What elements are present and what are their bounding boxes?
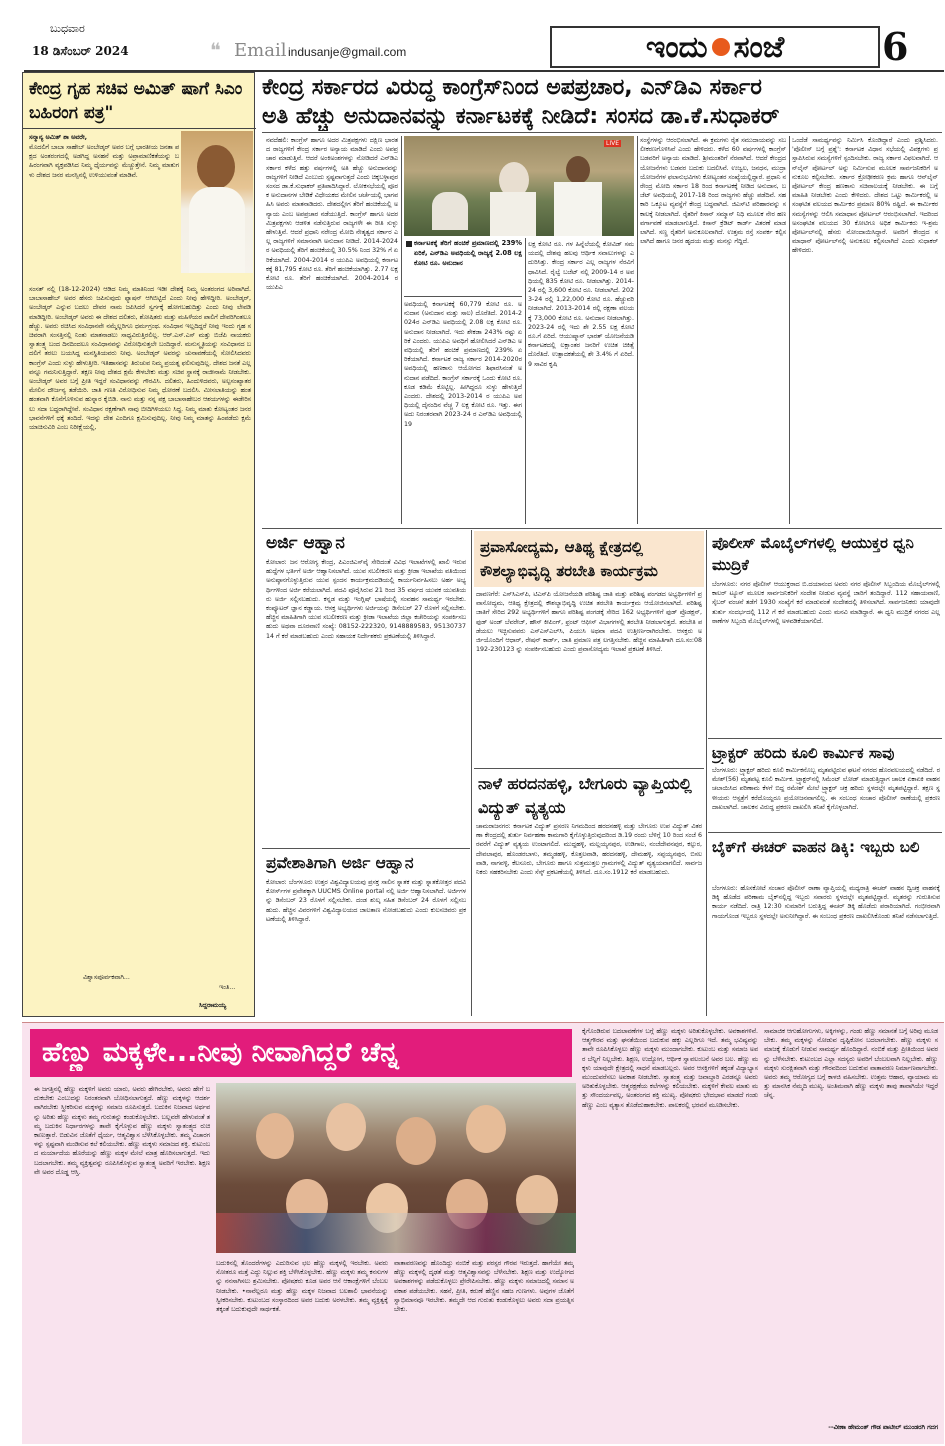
logo-text-left: ಇಂದು: [645, 29, 708, 65]
letter-greeting: ಸನ್ಮಾನ್ಯ ಅಮಿತ್ ಶಾ ಅವರೇ,: [29, 134, 88, 141]
bike-headline: ಬೈಕ್‌ಗೆ ಈಚರ್ ವಾಹನ ಡಿಕ್ಕಿ: ಇಬ್ಬರು ಬಲಿ: [712, 838, 920, 856]
photo-caption-box: [404, 238, 522, 296]
email-address[interactable]: indusanje@gmail.com: [288, 45, 407, 59]
letter-headline: ಕೇಂದ್ರ ಗೃಹ ಸಚಿವ ಅಮಿತ್ ಷಾಗೆ ಸಿಎಂ ಬಹಿರಂಗ ಪತ್ರ": [29, 79, 243, 123]
feature-col-3: ವಾತಾವರಣವನ್ನು ಹೊಂದಿದ್ದು ನಂಬಿಕೆ ಮತ್ತು ಪರಸ್ಪರ ಗೌರವ ಇರುತ್ತದೆ. ಹಾಗೆಯೇ ತಮ್ಮ ಹೆಣ್ಣು ಮಕ್ಕಳಲ್ಲಿ ದೃಢತೆ ಮತ್ತು ಆತ್ಮವಿಶ್ವಾಸವನ್ನು ಬೆಳೆಸಬೇಕು. ಶಿಕ್ಷಣ ಮತ್ತು ಉದ್ಯೋಗದ ಅವಕಾಶಗಳನ್ನು ಪಡೆದುಕೊಳ್ಳಲು ಪ್ರೇರೇಪಿಸಬೇಕು. ಹೆಣ್ಣು ಮಕ್ಕಳು ಸಮಾಜದಲ್ಲಿ ಸಮಾನ ಅವಕಾಶ ಪಡೆಯಬೇಕು. ಸಹನೆ, ಪ್ರೀತಿ, ಕರುಣೆ ಹೆಣ್ಣಿನ ಸಹಜ ಗುಣಗಳು. ಅವುಗಳ ಜೊತೆಗೆ ಸ್ವಾಭಿಮಾನವೂ ಇರಬೇಕು. ತಮ್ಮದೇ ಆದ ಗುರುತು ಕಂಡುಕೊಳ್ಳಲು ಅವರು ಸದಾ ಪ್ರಯತ್ನಿಸಬೇಕು.: [394, 1260, 574, 1314]
live-tag: LIVE: [606, 140, 620, 147]
tourism-headline: ಪ್ರವಾಸೋದ್ಯಮ, ಆತಿಥ್ಯ ಕ್ಷೇತ್ರದಲ್ಲಿ ಕೌಶಲ್ಯಾಭಿವೃದ್ಧಿ ತರಬೇತಿ ಕಾರ್ಯಕ್ರಮ: [480, 538, 658, 580]
col-rule: [706, 530, 707, 1016]
masthead-date: 18 ಡಿಸೆಂಬರ್ 2024: [32, 44, 129, 58]
page-number: 6: [882, 24, 909, 69]
parliament-photo: [404, 136, 634, 236]
feature-col-5: ಸಾಮಾಜಿಕ ಆಗುಹೋಗುಗಳು, ಅಕ್ಕಿಗಳನ್ನು, ಗಂಡು ಹೆಣ್ಣು ಸಮಾನತೆ ಬಗ್ಗೆ ಅರಿವು ಮೂಡಬೇಕು. ತಮ್ಮ ಮಕ್ಕಳನ್ನು ನೋಡುವ ದೃಷ್ಟಿಕೋನ ಬದಲಾಗಬೇಕು. ಹೆಣ್ಣು ಮಕ್ಕಳು ಸಮಾಜಕ್ಕೆ ಕೊಡುಗೆ ನೀಡುವ ಸಾಮರ್ಥ್ಯ ಹೊಂದಿದ್ದಾರೆ. ನಂಬಿಕೆ ಮತ್ತು ಪ್ರೀತಿಯಿಂದ ಅವರನ್ನು ಬೆಳೆಸಬೇಕು. ಕುಟುಂಬದ ಎಲ್ಲಾ ಸದಸ್ಯರು ಅವರಿಗೆ ಬೆಂಬಲವಾಗಿ ನಿಲ್ಲಬೇಕು. ಹೆಣ್ಣು ಮಕ್ಕಳು ಸುರಕ್ಷಿತವಾಗಿ ಮತ್ತು ಗೌರವದಿಂದ ಬದುಕುವ ವಾತಾವರಣ ನಿರ್ಮಾಣವಾಗಬೇಕು. ಅವರು ತಮ್ಮ ಆರೋಗ್ಯದ ಬಗ್ಗೆ ಕಾಳಜಿ ವಹಿಸಬೇಕು. ಉತ್ತಮ ಆಹಾರ, ವ್ಯಾಯಾಮ ಮತ್ತು ಮಾನಸಿಕ ನೆಮ್ಮದಿ ಮುಖ್ಯ. ಅಂತಿಮವಾಗಿ ಹೆಣ್ಣು ಮಕ್ಕಳು ತಾವು ತಾವಾಗಿಯೇ ಇದ್ದರೆ ಚೆನ್ನ.: [764, 1028, 938, 1100]
caption-rule: [404, 296, 522, 297]
letter-headline-rule: [23, 128, 256, 129]
photo-caption: ಕರ್ನಾಟಕಕ್ಕೆ ತೆರಿಗೆ ಹಂಚಿಕೆ ಪ್ರಮಾಣದಲ್ಲಿ 239% ಏರಿಕೆ, ಎನ್‌ಡಿಎ ಅವಧಿಯಲ್ಲಿ ರಾಜ್ಯಕ್ಕೆ 2.08 ಲಕ್ಷ ಕೋಟಿ ರೂ. ಅನುದಾನ: [414, 239, 522, 267]
lead-body-col-2: ಅವಧಿಯಲ್ಲಿ ಕರ್ನಾಟಕಕ್ಕೆ 60,779 ಕೋಟಿ ರೂ. ಅನುದಾನ (ಅನುದಾನ ಮತ್ತು ಸಾಲ) ದೊರೆತಿದೆ. 2014-2024ರ ಎನ್‌ಡಿಎ ಅವಧಿಯಲ್ಲಿ 2.08 ಲಕ್ಷ ಕೋಟಿ ರೂ. ಅನುದಾನ ನೀಡಲಾಗಿದೆ. ಇದು ಶೇಕಡಾ 243% ರಷ್ಟು ಏರಿಕೆ ಎಂದರು. ಯುಪಿಎ ಅವಧಿಗೆ ಹೋಲಿಸಿದರೆ ಎನ್‌ಡಿಎ ಅವಧಿಯಲ್ಲಿ ತೆರಿಗೆ ಹಂಚಿಕೆ ಪ್ರಮಾಣದಲ್ಲಿ 239% ಏರಿಕೆಯಾಗಿದೆ. ಕರ್ನಾಟಕ ರಾಜ್ಯ ಸರ್ಕಾರ 2014-2020ರ ಅವಧಿಯಲ್ಲಿ ಹಣಕಾಸು ಆಯೋಗದ ಶಿಫಾರಸಿನಂತೆ ಅನುದಾನ ಪಡೆದಿದೆ. ಕಾಂಗ್ರೆಸ್ ಸರ್ಕಾರಕ್ಕೆ ಒಂದು ಕೋಟಿ ರೂ. ಕೂಡ ಕಡಿಮೆ ಕೊಟ್ಟಿಲ್ಲ. ಹೀಗಿದ್ದರೂ ಸುಳ್ಳು ಹೇಳುತ್ತಿದೆ ಎಂದರು. ದೇಶದಲ್ಲಿ 2013-2014 ರ ಯುಪಿಎ ಅವಧಿಯಲ್ಲಿ ದೈನಂದಿನ ವೆಚ್ಚ 7 ಲಕ್ಷ ಕೋಟಿ ರೂ. ಇತ್ತು. ಈಗ ಅದು ನಿರಂತರವಾಗಿ 2023-24 ರ ಎನ್‌ಡಿಎ ಅವಧಿಯಲ್ಲಿ 19: [404, 301, 522, 428]
story-rule: [708, 832, 942, 833]
arji-body: ಕೋಲಾರ: ಜನ ಆರೋಗ್ಯ ಕೇಂದ್ರ, ಪಿಎಂಜಿಎಸ್‌ವೈ ಸೇರಿದಂತೆ ವಿವಿಧ ಇಲಾಖೆಗಳಲ್ಲಿ ಖಾಲಿ ಇರುವ ಹುದ್ದೆಗಳ ಭರ್ತಿಗೆ ಅರ್ಜಿ ಆಹ್ವಾನಿಸಲಾಗಿದೆ. ಯುವ ಸಬಲೀಕರಣ ಮತ್ತು ಕ್ರೀಡಾ ಇಲಾಖೆಯ ವತಿಯಿಂದ ಅನುಷ್ಠಾನಗೊಳ್ಳುತ್ತಿರುವ ಯುವ ಸ್ಪಂದನ ಕಾರ್ಯಕ್ರಮದಡಿಯಲ್ಲಿ ಕಾರ್ಯನಿರ್ವಹಿಸಲು ಅರ್ಹ ಅಭ್ಯರ್ಥಿಗಳಿಂದ ಅರ್ಜಿ ಕರೆಯಲಾಗಿದೆ. ಪದವಿ ಪೂರೈಸಿರುವ 21 ರಿಂದ 35 ವರ್ಷದ ಯುವಕ ಯುವತಿಯರು ಅರ್ಜಿ ಸಲ್ಲಿಸಬಹುದು. ಕನ್ನಡ ಮತ್ತು ಇಂಗ್ಲಿಷ್ ಭಾಷೆಯಲ್ಲಿ ಸಂವಹನ ಸಾಮರ್ಥ್ಯ ಇರಬೇಕು. ಕಂಪ್ಯೂಟರ್ ಜ್ಞಾನ ಕಡ್ಡಾಯ. ಆಸಕ್ತ ಅಭ್ಯರ್ಥಿಗಳು ಅರ್ಜಿಯನ್ನು ಡಿಸೆಂಬರ್ 27 ರೊಳಗೆ ಸಲ್ಲಿಸಬೇಕು. ಹೆಚ್ಚಿನ ಮಾಹಿತಿಗಾಗಿ ಯುವ ಸಬಲೀಕರಣ ಮತ್ತು ಕ್ರೀಡಾ ಇಲಾಖೆಯ ಜಿಲ್ಲಾ ಕಚೇರಿಯನ್ನು ಸಂಪರ್ಕಿಸಬಹುದು ಅಥವಾ ದೂರವಾಣಿ ಸಂಖ್ಯೆ: 08152-222320, 9148889583, 9513073714 ಗೆ ಕರೆ ಮಾಡಬಹುದು ಎಂದು ಸಹಾಯಕ ನಿರ್ದೇಶಕರು ಪ್ರಕಟಣೆಯಲ್ಲಿ ತಿಳಿಸಿದ್ದಾರೆ.: [266, 559, 466, 640]
feature-col-4: ಕೈಗೊಂಡಿರುವ ಬದಲಾವಣೆಗಳ ಬಗ್ಗೆ ಹೆಣ್ಣು ಮಕ್ಕಳು ಅರಿತುಕೊಳ್ಳಬೇಕು. ಅವಕಾಶಗಳಿವೆ. ಆತ್ಮಗೌರವ ಮತ್ತು ಘನತೆಯಿಂದ ಬದುಕುವ ಹಕ್ಕು ಎಲ್ಲರಿಗೂ ಇದೆ. ತಮ್ಮ ಭವಿಷ್ಯವನ್ನು ತಾವೇ ರೂಪಿಸಿಕೊಳ್ಳಲು ಹೆಣ್ಣು ಮಕ್ಕಳು ಮುಂದಾಗಬೇಕು. ಕುಟುಂಬ ಮತ್ತು ಸಮಾಜ ಅವರ ಬೆನ್ನಿಗೆ ನಿಲ್ಲಬೇಕು. ಶಿಕ್ಷಣ, ಉದ್ಯೋಗ, ಆರ್ಥಿಕ ಸ್ವಾವಲಂಬನೆ ಅವರ ಬಲ. ಹೆಣ್ಣು ಮಕ್ಕಳು ಯಾವುದೇ ಕ್ಷೇತ್ರದಲ್ಲಿ ಸಾಧನೆ ಮಾಡಬಲ್ಲರು. ಅವರ ಆಸಕ್ತಿಗಳಿಗೆ ತಕ್ಕಂತೆ ವಿದ್ಯಾಭ್ಯಾಸ ಮುಂದುವರೆಸಲು ಅವಕಾಶ ನೀಡಬೇಕು. ಸ್ವಾತಂತ್ರ್ಯ ಮತ್ತು ಜವಾಬ್ದಾರಿ ಎರಡನ್ನೂ ಅವರು ಅರಿತುಕೊಳ್ಳಬೇಕು. ಆತ್ಮರಕ್ಷಣೆಯ ಕಲೆಗಳನ್ನು ಕಲಿಯಬೇಕು. ಮಕ್ಕಳಿಗೆ ಕೇವಲ ಮಾತು ಮತ್ತು ಸೌಂದರ್ಯವಲ್ಲ, ಅಂತರಂಗದ ಶಕ್ತಿ ಮುಖ್ಯ. ಪೋಷಕರು ಭೇದಭಾವ ಮಾಡದೆ ಗಂಡು ಹೆಣ್ಣು ಎಂಬ ವ್ಯತ್ಯಾಸ ತೊಡೆದುಹಾಕಬೇಕು. ಪಾಲಕರಲ್ಲಿ ಭರವಸೆ ಮೂಡಿಸಬೇಕು.: [582, 1028, 758, 1109]
lead-headline-line1: ಕೇಂದ್ರ ಸರ್ಕಾರದ ವಿರುದ್ಧ ಕಾಂಗ್ರೆಸ್‌ನಿಂದ ಅಪಪ್ರಚಾರ, ಎನ್‌ಡಿಎ ಸರ್ಕಾರ: [262, 75, 762, 100]
bike-body: ಬೆಂಗಳೂರು: ಹೊಸಕೋಟೆ ಸಂಚಾರ ಪೊಲೀಸ್ ಠಾಣಾ ವ್ಯಾಪ್ತಿಯಲ್ಲಿ ಮಧ್ಯರಾತ್ರಿ ಈಚರ್ ವಾಹನ ದ್ವಿಚಕ್ರ ವಾಹನಕ್ಕೆ ಡಿಕ್ಕಿ ಹೊಡೆದ ಪರಿಣಾಮ ಬೈಕ್‌ನಲ್ಲಿದ್ದ ಇಬ್ಬರು ಸವಾರರು ಸ್ಥಳದಲ್ಲೇ ಮೃತಪಟ್ಟಿದ್ದಾರೆ. ಮೃತರನ್ನು ಗುರುತಿಸುವ ಕಾರ್ಯ ನಡೆದಿದೆ. ರಾತ್ರಿ 12:30 ಸುಮಾರಿಗೆ ಬರುತ್ತಿದ್ದ ಈಚರ್ ಡಿಕ್ಕಿ ಹೊಡೆದು ಪರಾರಿಯಾಗಿದೆ. ಗಂಭೀರವಾಗಿ ಗಾಯಗೊಂಡ ಇಬ್ಬರೂ ಸ್ಥಳದಲ್ಲೇ ಅಸುನೀಗಿದ್ದಾರೆ. ಈ ಸಂಬಂಧ ಪ್ರಕರಣ ದಾಖಲಿಸಿಕೊಂಡು ತನಿಖೆ ನಡೆಸಲಾಗುತ್ತಿದೆ.: [712, 885, 940, 920]
siddaramaiah-photo: [181, 131, 253, 273]
letter-para-2: ಸಂಸತ್ ನಲ್ಲಿ (18-12-2024) ಆಡಿದ ನಿಮ್ಮ ಮಾತಿನಿಂದ ಇಡೀ ದೇಶಕ್ಕೆ ನಿಮ್ಮ ಅಂತರಂಗದ ಅರಿವಾಗಿದೆ. ಬಾಬಾಸಾಹೇಬ್ ಅವರ ಹೆಸರು ಜಪಿಸುವುದು ಫ್ಯಾಷನ್ ಆಗಿಬಿಟ್ಟಿದೆ ಎಂದು ನೀವು ಹೇಳಿದ್ದೀರಿ. ಅಂಬೇಡ್ಕರ್, ಅಂಬೇಡ್ಕರ್ ಎನ್ನುವ ಬದಲು ದೇವರ ನಾಮ ಜಪಿಸಿದರೆ ಸ್ವರ್ಗಕ್ಕೆ ಹೋಗಬಹುದಿತ್ತು ಎಂದು ನೀವು ಲೇವಡಿ ಮಾಡಿದ್ದೀರಿ. ಅಂಬೇಡ್ಕರ್ ಅವರು ಈ ದೇಶದ ದಲಿತರು, ಶೋಷಿತರು ಮತ್ತು ಮಹಿಳೆಯರ ಪಾಲಿಗೆ ದೇವರಿಗಿಂತಲೂ ಹೆಚ್ಚು. ಅವರು ರಚಿಸಿದ ಸಂವಿಧಾನವೇ ನಮ್ಮೆಲ್ಲರಿಗೂ ಧರ್ಮಗ್ರಂಥ. ಸಂವಿಧಾನ ಇಲ್ಲದಿದ್ದರೆ ನೀವು ಇಂದು ಗೃಹ ಸಚಿವರಾಗಿ ಸಂಸತ್ತಿನಲ್ಲಿ ನಿಂತು ಮಾತನಾಡಲು ಸಾಧ್ಯವಿರುತ್ತಿರಲಿಲ್ಲ. ಆರ್.ಎಸ್.ಎಸ್ ಮತ್ತು ಬಿಜೆಪಿ ನಾಯಕರು ಸ್ವಾತಂತ್ರ್ಯ ಬಂದ ದಿನದಿಂದಲೂ ಸಂವಿಧಾನವನ್ನು ವಿರೋಧಿಸುತ್ತಲೇ ಬಂದಿದ್ದಾರೆ. ಮನುಸ್ಮೃತಿಯನ್ನು ಸಂವಿಧಾನದ ಬದಲಿಗೆ ತರಲು ಬಯಸಿದ್ದ ಮನಸ್ಥಿತಿಯವರು ನೀವು. ಅಂಬೇಡ್ಕರ್ ಅವರನ್ನು ಚುನಾವಣೆಯಲ್ಲಿ ಸೋಲಿಸಿದವರು ಕಾಂಗ್ರೆಸ್ ಎಂದು ಸುಳ್ಳು ಹೇಳುತ್ತೀರಿ. ಇತಿಹಾಸವನ್ನು ತಿರುಚುವ ನಿಮ್ಮ ಪ್ರಯತ್ನ ಫಲಿಸುವುದಿಲ್ಲ. ದೇಶದ ಜನತೆ ಎಲ್ಲವನ್ನೂ ಗಮನಿಸುತ್ತಿದ್ದಾರೆ. ತಕ್ಷಣ ನೀವು ದೇಶದ ಕ್ಷಮೆ ಕೇಳಬೇಕು ಮತ್ತು ಸಚಿವ ಸ್ಥಾನಕ್ಕೆ ರಾಜೀನಾಮೆ ನೀಡಬೇಕು. ಅಂಬೇಡ್ಕರ್ ಅವರ ಬಗ್ಗೆ ಪ್ರೀತಿ ಇದ್ದರೆ ಸಂವಿಧಾನವನ್ನು ಗೌರವಿಸಿ. ದಲಿತರು, ಹಿಂದುಳಿದವರು, ಅಲ್ಪಸಂಖ್ಯಾತರ ಮೇಲಿನ ದೌರ್ಜನ್ಯ ತಡೆಯಿರಿ. ಜಾತಿ ಗಣತಿ ವಿರೋಧಿಸುವ ನಿಮ್ಮ ಧೋರಣೆ ಬದಲಿಸಿ. ಮೀಸಲಾತಿಯನ್ನು ಹಂತಹಂತವಾಗಿ ಕೊನೆಗೊಳಿಸುವ ಹುನ್ನಾರ ಕೈಬಿಡಿ. ನಾನು ಮತ್ತು ನನ್ನ ಪಕ್ಷ ಬಾಬಾಸಾಹೇಬರ ಆಶಯಗಳನ್ನು ಈಡೇರಿಸಲು ಸದಾ ಬದ್ಧರಾಗಿದ್ದೇವೆ. ಸಂವಿಧಾನ ರಕ್ಷಣೆಗಾಗಿ ನಾವು ಬೀದಿಗಿಳಿಯಲು ಸಿದ್ಧ. ನಿಮ್ಮ ಮಾತು ಕೋಟ್ಯಂತರ ಜನರ ಭಾವನೆಗಳಿಗೆ ಧಕ್ಕೆ ತಂದಿದೆ. ಇದನ್ನು ದೇಶ ಎಂದಿಗೂ ಕ್ಷಮಿಸುವುದಿಲ್ಲ. ನೀವು ನಿಮ್ಮ ಮಾತನ್ನು ಹಿಂಪಡೆದು ಕ್ಷಮೆ ಯಾಚಿಸುವಿರಿ ಎಂಬ ನಿರೀಕ್ಷೆಯಲ್ಲಿ,: [29, 286, 251, 432]
masthead-logo: [550, 26, 880, 68]
tractor-headline: ಟ್ರ್ಯಾಕ್ಟರ್ ಹರಿದು ಕೂಲಿ ಕಾರ್ಮಿಕ ಸಾವು: [712, 744, 895, 762]
story-rule: [474, 768, 704, 769]
police-headline: ಪೊಲೀಸ್ ಮೊಬೈಲ್‌ಗಳಲ್ಲಿ ಆಯುಕ್ತರ ಧ್ವನಿ ಮುದ್ರಿಕೆ: [712, 534, 914, 574]
arji-headline: ಅರ್ಜಿ ಆಹ್ವಾನ: [266, 533, 345, 553]
lead-body-col-5: ಒಂದೆಡೆ ಸಾಮರ್ಥ್ಯವನ್ನು ನಿರ್ಮಿಸಿ ಕೊಂಡಿದ್ದಾರೆ ಎಂದು ಪ್ರಶ್ನಿಸಿದರು. 'ಪೊಲೀಸ್ ಬಗ್ಗೆ ಪ್ರಶ್ನೆ': ಕರ್ನಾಟಕ ವಿಧಾನ ಸಭೆಯಲ್ಲಿ ವಿಪಕ್ಷಗಳು ಪ್ರಸ್ತಾಪಿಸಿರುವ ಸಮಸ್ಯೆಗಳಿಗೆ ಸ್ಪಂದಿಸಬೇಕು. ರಾಜ್ಯ ಸರ್ಕಾರ ವಿಫಲವಾಗಿದೆ. ಆನ್‌ಲೈನ್ ಪೋರ್ಟಲ್ ಅನ್ನು ನಿರ್ಮಿಸುವ ಮೂಲಕ ಸಾರ್ವಜನಿಕರಿಗೆ ಅನುಕೂಲ ಕಲ್ಪಿಸಬೇಕು. ಸರ್ಕಾರ ಕ್ರೋಢೀಕರಣ ಕ್ರಮ ಹಾಗೂ ಆನ್‌ಲೈನ್ ಪೋರ್ಟಲ್ ಕೇಂದ್ರ ಹಣಕಾಸು ಸಚಿವಾಲಯಕ್ಕೆ ನೀಡಬೇಕು. ಈ ಬಗ್ಗೆ ಮಾಹಿತಿ ನೀಡಬೇಕು ಎಂದು ಕೇಳಿದರು. ದೇಶದ ಒಟ್ಟು ಕಾರ್ಮಿಕರಲ್ಲಿ ಅಸಂಘಟಿತ ವಲಯದ ಕಾರ್ಮಿಕರ ಪ್ರಮಾಣ 80% ರಷ್ಟಿದೆ. ಈ ಕಾರ್ಮಿಕರ ಸಮಸ್ಯೆಗಳನ್ನು ಆಲಿಸಿ ಸಮಾಧಾನ ಪೋರ್ಟಲ್ ಆರಂಭಿಸಲಾಗಿದೆ. ಇದರಿಂದ ಅಸಂಘಟಿತ ವಲಯದ 30 ಕೋಟಿಗೂ ಅಧಿಕ ಕಾರ್ಮಿಕರು ಇ-ಶ್ರಮ ಪೋರ್ಟಲ್‌ನಲ್ಲಿ ಹೆಸರು ನೋಂದಾಯಿಸಿದ್ದಾರೆ. ಅವರಿಗೆ ಕೇಂದ್ರದ ಸಮಾಧಾನ್ ಪೋರ್ಟಲ್‌ನಲ್ಲಿ ಅನುಕೂಲ ಕಲ್ಪಿಸಲಾಗಿದೆ ಎಂದು ಸುಧಾಕರ್ ಹೇಳಿದರು.: [792, 137, 938, 255]
col-rule: [401, 136, 402, 524]
tractor-body: ಬೆಂಗಳೂರು: ಟ್ರ್ಯಾಕ್ಟರ್ ಹರಿದು ಕೂಲಿ ಕಾರ್ಮಿಕನೊಬ್ಬ ಮೃತಪಟ್ಟಿರುವ ಘಟನೆ ನಗರದ ಹೊರವಲಯದಲ್ಲಿ ನಡೆದಿದೆ. ರಮೇಶ್(56) ಮೃತಪಟ್ಟ ಕೂಲಿ ಕಾರ್ಮಿಕ. ಟ್ರ್ಯಾಕ್ಟರ್‌ನಲ್ಲಿ ಸಿಮೆಂಟ್ ಲೋಡ್ ಮಾಡುತ್ತಿದ್ದಾಗ ಚಾಲಕ ಏಕಾಏಕಿ ವಾಹನ ಚಲಾಯಿಸಿದ ಪರಿಣಾಮ ಕೆಳಗೆ ಬಿದ್ದ ರಮೇಶ್ ಮೇಲೆ ಟ್ರ್ಯಾಕ್ಟರ್ ಚಕ್ರ ಹರಿದು ಸ್ಥಳದಲ್ಲೇ ಮೃತಪಟ್ಟಿದ್ದಾರೆ. ತಕ್ಷಣ ಸ್ಥಳೀಯರು ಆಸ್ಪತ್ರೆಗೆ ಕರೆದೊಯ್ದರೂ ಪ್ರಯೋಜನವಾಗಲಿಲ್ಲ. ಈ ಸಂಬಂಧ ಸಂಚಾರ ಪೊಲೀಸ್ ಠಾಣೆಯಲ್ಲಿ ಪ್ರಕರಣ ದಾಖಲಾಗಿದೆ. ಚಾಲಕನ ವಿರುದ್ಧ ಪ್ರಕರಣ ದಾಖಲಿಸಿ ತನಿಖೆ ಕೈಗೊಳ್ಳಲಾಗಿದೆ.: [712, 767, 940, 811]
power-body: ಚಾಮರಾಜನಗರ: ಕರ್ನಾಟಕ ವಿದ್ಯುತ್ ಪ್ರಸರಣ ನಿಗಮದಿಂದ ಹರದನಹಳ್ಳಿ ಮತ್ತು ಬೇಗೂರು ಉಪ ವಿದ್ಯುತ್ ವಿತರಣಾ ಕೇಂದ್ರದಲ್ಲಿ ತುರ್ತು ನಿರ್ವಹಣಾ ಕಾಮಗಾರಿ ಕೈಗೊಳ್ಳುತ್ತಿರುವುದರಿಂದ ಡಿ.19 ರಂದು ಬೆಳಿಗ್ಗೆ 10 ರಿಂದ ಸಂಜೆ 6 ರವರೆಗೆ ವಿದ್ಯುತ್ ವ್ಯತ್ಯಯ ಉಂಟಾಗಲಿದೆ. ಮುದ್ದಹಳ್ಳಿ, ಮಲ್ಲಯ್ಯನಪುರ, ಉಡಿಗಾಲ, ನಂಜೆದೇವನಪುರ, ಕಲ್ಪುರ, ದೇವಲಾಪುರ, ಹೊಂಡರಬಾಳು, ತಮ್ಮಡಹಳ್ಳಿ, ಕೊತ್ತಲವಾಡಿ, ಹರದನಹಳ್ಳಿ, ದೇಮಹಳ್ಳಿ, ಸಪ್ಪಯ್ಯನಪುರ, ಬಿಸಲವಾಡಿ, ನಾಗವಳ್ಳಿ, ಕೆಲಸೂರು, ಬೇಗೂರು ಹಾಗೂ ಸುತ್ತಮುತ್ತಲ ಗ್ರಾಮಗಳಲ್ಲಿ ವಿದ್ಯುತ್ ವ್ಯತ್ಯಯವಾಗಲಿದೆ. ಸಾರ್ವಜನಿಕರು ಸಹಕರಿಸಬೇಕು ಎಂದು ಸೆಸ್ಕ್ ಪ್ರಕಟಣೆಯಲ್ಲಿ ತಿಳಿಸಿದೆ. ದೂ.ಸಂ.1912 ಕರೆ ಮಾಡಬಹುದು.: [476, 823, 702, 877]
lead-body-col-1: ನವದೆಹಲಿ: ಕಾಂಗ್ರೆಸ್ ಹಾಗೂ ಅದರ ಮಿತ್ರಪಕ್ಷಗಳು ದಕ್ಷಿಣ ಭಾರತದ ರಾಜ್ಯಗಳಿಗೆ ಕೇಂದ್ರ ಸರ್ಕಾರ ಅನ್ಯಾಯ ಮಾಡಿದೆ ಎಂದು ಅಪಪ್ರಚಾರ ಮಾಡುತ್ತಿವೆ. ಆದರೆ ಅಂಕಿಅಂಶಗಳನ್ನು ನೋಡಿದರೆ ಎನ್‌ಡಿಎ ಸರ್ಕಾರ ಕಳೆದ ಹತ್ತು ವರ್ಷಗಳಲ್ಲಿ ಅತಿ ಹೆಚ್ಚು ಅನುದಾನವನ್ನು ರಾಜ್ಯಗಳಿಗೆ ನೀಡಿದೆ ಎಂಬುದು ಸ್ಪಷ್ಟವಾಗುತ್ತದೆ ಎಂದು ಚಿಕ್ಕಬಳ್ಳಾಪುರ ಸಂಸದ ಡಾ.ಕೆ.ಸುಧಾಕರ್ ಪ್ರತಿಪಾದಿಸಿದ್ದಾರೆ. ಲೋಕಸಭೆಯಲ್ಲಿ ಪೂರಕ ಅನುದಾನಗಳ ಬೇಡಿಕೆ ವಿಧೇಯಕದ ಮೇಲಿನ ಚರ್ಚೆಯಲ್ಲಿ ಭಾಗವಹಿಸಿ ಅವರು ಮಾತನಾಡಿದರು. ದೇಶದಲ್ಲೀಗ ತೆರಿಗೆ ಹಂಚಿಕೆಯಲ್ಲಿ ಅನ್ಯಾಯ ಎಂಬ ಅಪಪ್ರಚಾರ ನಡೆಯುತ್ತಿದೆ. ಕಾಂಗ್ರೆಸ್ ಹಾಗೂ ಅದರ ಮಿತ್ರಪಕ್ಷಗಳು ಆಡಳಿತ ನಡೆಸುತ್ತಿರುವ ರಾಜ್ಯಗಳೇ ಈ ರೀತಿ ಸುಳ್ಳು ಹೇಳುತ್ತಿವೆ. ಆದರೆ ಪ್ರಧಾನಿ ನರೇಂದ್ರ ಮೋದಿ ನೇತೃತ್ವದ ಸರ್ಕಾರ ಎಲ್ಲ ರಾಜ್ಯಗಳಿಗೆ ಸಮಾನವಾಗಿ ಅನುದಾನ ನೀಡಿದೆ. 2014-2024ರ ಅವಧಿಯಲ್ಲಿ ತೆರಿಗೆ ಹಂಚಿಕೆಯಲ್ಲಿ 30.5% ನಿಂದ 32% ಗೆ ಏರಿಕೆಯಾಗಿದೆ. 2004-2014 ರ ಯುಪಿಎ ಅವಧಿಯಲ್ಲಿ ಕರ್ನಾಟಕಕ್ಕೆ 81,795 ಕೋಟಿ ರೂ. ತೆರಿಗೆ ಹಂಚಿಕೆಯಾಗಿತ್ತು. 2.77 ಲಕ್ಷ ಕೋಟಿ ರೂ. ತೆರಿಗೆ ಹಂಚಿಕೆಯಾಗಿದೆ. 2004-2014 ರ ಯುಪಿಎ: [266, 137, 398, 292]
letter-closing: ವಿಶ್ವಾಸಪೂರ್ವಕವಾಗಿ...: [83, 974, 130, 981]
story-rule: [708, 738, 942, 739]
letter-signature: ಸಿದ್ದರಾಮಯ್ಯ: [199, 1002, 227, 1009]
letter-sign-from: ಇಂತಿ...: [219, 984, 236, 991]
lead-headline-line2: ಅತಿ ಹೆಚ್ಚು ಅನುದಾನವನ್ನು ಕರ್ನಾಟಕಕ್ಕೆ ನೀಡಿದೆ: ಸಂಸದ ಡಾ.ಕೆ.ಸುಧಾಕರ್: [262, 104, 780, 129]
lead-headline-rule: [262, 132, 942, 133]
col-rule: [637, 136, 638, 524]
feature-col-1: ಈ ಜಗತ್ತಿನಲ್ಲಿ ಹೆಣ್ಣು ಮಕ್ಕಳಿಗೆ ಅವರು ಯಾರು, ಅವರು ಹೇಗಿರಬೇಕು, ಅವರು ಹೇಗೆ ಬದುಕಬೇಕು ಎಂಬುದನ್ನು ನಿರಂತರವಾಗಿ ಬೋಧಿಸಲಾಗುತ್ತದೆ. ಹೆಣ್ಣು ಮಕ್ಕಳನ್ನು ಆದರ್ಶವಾಗಿರಬೇಕು ಸ್ತ್ರೀಕರಿಸುವ ಮಕ್ಕಳನ್ನು ಸಮಾಜ ರೂಪಿಸುತ್ತದೆ. ಬದುಕಿನ ನಿಜವಾದ ಅರ್ಥವನ್ನು ಅರಿತು ಹೆಣ್ಣು ಮಕ್ಕಳು ತಮ್ಮ ಗುರುತನ್ನು ಕಂಡುಕೊಳ್ಳಬೇಕು. ಬಲ್ಲವರೇ ಹೇಳುವಂತೆ ತಮ್ಮ ಬದುಕಿನ ನಿರ್ಧಾರಗಳನ್ನು ತಾವೇ ಕೈಗೊಳ್ಳುವ ಹೆಣ್ಣು ಮಕ್ಕಳು ಸ್ವಾತಂತ್ರ್ಯದ ರುಚಿ ಕಾಣುತ್ತಾರೆ. ಬಿಡುವಿನ ಜೊತೆಗೆ ಧೈರ್ಯ, ಆತ್ಮವಿಶ್ವಾಸ ಬೆಳೆಸಿಕೊಳ್ಳಬೇಕು. ತಮ್ಮ ವಿಚಾರಗಳನ್ನು ಸ್ಪಷ್ಟವಾಗಿ ಮಂಡಿಸುವ ಕಲೆ ಕಲಿಯಬೇಕು. ಹೆಣ್ಣು ಮಕ್ಕಳು ಸಮಾಜದ ಶಕ್ತಿ. ಕುಟುಂಬದ ಮರ್ಯಾದೆಯ ಹೊರೆಯನ್ನು ಹೆಣ್ಣು ಮಕ್ಕಳ ಮೇಲೆ ಮಾತ್ರ ಹೊರಿಸಲಾಗುತ್ತದೆ. ಇದು ಬದಲಾಗಬೇಕು. ತಮ್ಮ ವ್ಯಕ್ತಿತ್ವವನ್ನು ರೂಪಿಸಿಕೊಳ್ಳುವ ಸ್ವಾತಂತ್ರ್ಯ ಅವರಿಗೆ ಇರಬೇಕು. ಶಿಕ್ಷಣವೇ ಅವರ ದೊಡ್ಡ ಆಸ್ತಿ.: [34, 1086, 210, 1176]
quote-icon: ❝: [210, 38, 221, 62]
masthead: [0, 0, 945, 70]
power-headline: ನಾಳೆ ಹರದನಹಳ್ಳಿ, ಬೇಗೂರು ವ್ಯಾಪ್ತಿಯಲ್ಲಿ ವಿದ್ಯುತ್ ವ್ಯತ್ಯಯ: [478, 774, 692, 817]
col-rule: [789, 136, 790, 524]
col-rule: [525, 238, 526, 524]
feature-box: [22, 1022, 944, 1444]
girls-group-photo: [216, 1083, 576, 1253]
feature-headline-band: [30, 1029, 572, 1077]
col-rule: [471, 530, 472, 1016]
masthead-day: ಬುಧವಾರ: [50, 22, 85, 35]
feature-col-2: ಬದುಕಿನಲ್ಲಿ ತೊಂದರೆಗಳನ್ನು ಎದುರಿಸುವ ಛಲ ಹೆಣ್ಣು ಮಕ್ಕಳಲ್ಲಿ ಇರಬೇಕು. ಅವರು ಸೋತರೂ ಮತ್ತೆ ಎದ್ದು ನಿಲ್ಲುವ ಶಕ್ತಿ ಬೆಳೆಸಿಕೊಳ್ಳಬೇಕು. ಹೆಣ್ಣು ಮಕ್ಕಳು ತಮ್ಮ ಕನಸುಗಳನ್ನು ನನಸಾಗಿಸಲು ಶ್ರಮಿಸಬೇಕು. ಪೋಷಕರು ಕೂಡ ಅವರ ಆಸೆ ಆಕಾಂಕ್ಷೆಗಳಿಗೆ ಬೆಂಬಲ ನೀಡಬೇಕು. •ನಾವೆಲ್ಲರೂ ಮತ್ತು ಹೆಣ್ಣು ಮಕ್ಕಳ ನಿಜವಾದ ಬಲಶಾಲಿ ಭಾವನೆಯನ್ನು ಸ್ವೀಕರಿಸಬೇಕು. ಕುಟುಂಬದ ಸಂಸ್ಕಾರದಿಂದ ಅವರ ಬದುಕು ಅರಳಬೇಕು. ತಮ್ಮ ವ್ಯಕ್ತಿತ್ವಕ್ಕೆ ತಕ್ಕಂತೆ ಬದುಕುವುದೇ ಸಾರ್ಥಕತೆ.: [216, 1260, 388, 1314]
logo-text-right: ಸಂಜೆ: [733, 29, 785, 65]
pravesha-headline: ಪ್ರವೇಶಾತಿಗಾಗಿ ಅರ್ಜಿ ಆಹ್ವಾನ: [266, 854, 414, 872]
lead-body-col-4: ಸಂಸ್ಥೆಗಳನ್ನು ಆರಂಭಿಸಲಾಗಿದೆ. ಈ ಕ್ರಮಗಳು ರೈತ ಸಮುದಾಯವನ್ನು ಸಬಲೀಕರಣಗೊಳಿಸಿವೆ ಎಂದು ಹೇಳಿದರು. ಕಳೆದ 60 ವರ್ಷಗಳಲ್ಲಿ ಕಾಂಗ್ರೆಸ್ ಬಡವರಿಗೆ ಅನ್ಯಾಯ ಮಾಡಿದೆ. ಶ್ರೀಮಂತರಿಗೆ ನೆರವಾಗಿದೆ. ಆದರೆ ಕೇಂದ್ರದ ಯೋಜನೆಗಳು ಬಡವರ ಬದುಕು ಬದಲಿಸಿವೆ. ಉಜ್ವಲ, ಜನಧನ, ಮುದ್ರಾ ಯೋಜನೆಗಳ ಫಲಾನುಭವಿಗಳು ಕೋಟ್ಯಂತರ ಸಂಖ್ಯೆಯಲ್ಲಿದ್ದಾರೆ. ಪ್ರಧಾನಿ ನರೇಂದ್ರ ಮೋದಿ ಸರ್ಕಾರ 18 ರಿಂದ ಕರ್ನಾಟಕಕ್ಕೆ ನೀಡಿದ ಅನುದಾನ, ಬಜೆಟ್ ಅವಧಿಯಲ್ಲಿ 2017-18 ರಿಂದ ರಾಜ್ಯಗಳು ಹೆಚ್ಚು ಪಡೆದಿವೆ. ಸಹಕಾರಿ ಒಕ್ಕೂಟ ವ್ಯವಸ್ಥೆಗೆ ಕೇಂದ್ರ ಬದ್ಧವಾಗಿದೆ. ಜಿಎಸ್‌ಟಿ ಪರಿಹಾರವನ್ನು ಸಕಾಲಕ್ಕೆ ನೀಡಲಾಗಿದೆ. ರೈತರಿಗೆ ಕಿಸಾನ್ ಸಮ್ಮಾನ್ ನಿಧಿ ಮೂಲಕ ನೇರ ಹಣ ವರ್ಗಾವಣೆ ಮಾಡಲಾಗುತ್ತಿದೆ. ಕಿಸಾನ್ ಕ್ರೆಡಿಟ್ ಕಾರ್ಡ್ ವಿತರಣೆ ಮಾಡಲಾಗಿದೆ. ಸಣ್ಣ ರೈತರಿಗೆ ಅನುಕೂಲವಾಗಿದೆ. ಉತ್ತಮ ರಸ್ತೆ ಸಂಪರ್ಕ ಕಲ್ಪಿಸಲಾಗಿದೆ ಹಾಗೂ ಜನರ ಹೃದಯ ಮತ್ತು ಮನಸ್ಸು ಗೆದ್ದಿದೆ.: [640, 137, 786, 246]
police-body: ಬೆಂಗಳೂರು: ನಗರ ಪೊಲೀಸ್ ಆಯುಕ್ತರಾದ ಬಿ.ದಯಾನಂದ ಅವರು ನಗರ ಪೊಲೀಸ್ ಸಿಬ್ಬಂದಿಯ ಮೊಬೈಲ್‌ಗಳಲ್ಲಿ ಕಾಲರ್ ಟ್ಯೂನ್ ಮೂಲಕ ಸಾರ್ವಜನಿಕರಿಗೆ ಸಂದೇಶ ನೀಡುವ ವ್ಯವಸ್ಥೆ ಜಾರಿಗೆ ತಂದಿದ್ದಾರೆ. 112 ಸಹಾಯವಾಣಿ, ಸೈಬರ್ ವಂಚನೆ ತಡೆಗೆ 1930 ಸಂಖ್ಯೆಗೆ ಕರೆ ಮಾಡುವಂತೆ ಸಂದೇಶದಲ್ಲಿ ತಿಳಿಸಲಾಗಿದೆ. ಸಾರ್ವಜನಿಕರು ಯಾವುದೇ ತುರ್ತು ಸಂದರ್ಭದಲ್ಲಿ 112 ಗೆ ಕರೆ ಮಾಡಬಹುದು ಎಂದು ಮನವಿ ಮಾಡಿದ್ದಾರೆ. ಈ ಧ್ವನಿ ಮುದ್ರಿಕೆ ನಗರದ ಎಲ್ಲ ಠಾಣೆಗಳ ಸಿಬ್ಬಂದಿ ಮೊಬೈಲ್‌ಗಳಲ್ಲಿ ಅಳವಡಿಕೆಯಾಗಲಿದೆ.: [712, 581, 940, 625]
email-label: Email: [234, 40, 287, 61]
sun-icon: [712, 38, 730, 56]
section-rule: [262, 528, 942, 529]
tourism-headline-box: [474, 531, 704, 587]
feature-headline: ಹೆಣ್ಣು ಮಕ್ಕಳೇ...ನೀವು ನೀವಾಗಿದ್ದರೆ ಚೆನ್ನ: [42, 1037, 399, 1068]
letter-para-1: ಮೊದಲಿಗೆ ಬಾಬಾ ಸಾಹೇಬ್ ಅಂಬೇಡ್ಕರ್ ಅವರ ಬಗ್ಗೆ ಭಾರತೀಯ ಜನತಾ ಪಕ್ಷದ ಅಂತರಂಗದಲ್ಲಿ ಅಡಗಿದ್ದ ಅಸಹನೆ ಮತ್ತು ಅಪ್ರಾಮಾಣಿಕತೆಯನ್ನು ಬಹಿರಂಗವಾಗಿ ವ್ಯಕ್ತಪಡಿಸಿದ ನಿಮ್ಮ ಧೈರ್ಯವನ್ನು ಮೆಚ್ಚುತ್ತೇನೆ. ನಿಮ್ಮ ಮಾತುಗಳು ದೇಶದ ಜನರ ಮನಸ್ಸಿನಲ್ಲಿ ಉಳಿಯುವಂತೆ ಮಾಡಿವೆ.: [29, 144, 179, 179]
pravesha-body: ಕೋಲಾರ: ಬೆಂಗಳೂರು ಉತ್ತರ ವಿಶ್ವವಿದ್ಯಾಲಯವು ಪ್ರಸಕ್ತ ಸಾಲಿನ ಸ್ನಾತಕ ಮತ್ತು ಸ್ನಾತಕೋತ್ತರ ಪದವಿ ಕೋರ್ಸ್‌ಗಳ ಪ್ರವೇಶಕ್ಕಾಗಿ UUCMS Online portal ನಲ್ಲಿ ಅರ್ಜಿ ಆಹ್ವಾನಿಸಲಾಗಿದೆ. ಅರ್ಜಿಗಳನ್ನು ಡಿಸೆಂಬರ್ 23 ರೊಳಗೆ ಸಲ್ಲಿಸಬೇಕು. ದಂಡ ಶುಲ್ಕ ಸಹಿತ ಡಿಸೆಂಬರ್ 24 ರೊಳಗೆ ಸಲ್ಲಿಸಬಹುದು. ಹೆಚ್ಚಿನ ವಿವರಗಳಿಗೆ ವಿಶ್ವವಿದ್ಯಾಲಯದ ಜಾಲತಾಣ ನೋಡಬಹುದು ಎಂದು ಕುಲಸಚಿವರು ಪ್ರಕಟಣೆಯಲ್ಲಿ ತಿಳಿಸಿದ್ದಾರೆ.: [266, 879, 466, 923]
caption-bullet-icon: [406, 241, 412, 247]
story-rule: [262, 848, 470, 849]
letter-box: [22, 72, 255, 1017]
tourism-body: ದಾವಣಗೆರೆ: ಎಸ್‌ಸಿಎಸ್‌ಪಿ, ಟಿಎಸ್‌ಪಿ ಯೋಜನೆಯಡಿ ಪರಿಶಿಷ್ಟ ಜಾತಿ ಮತ್ತು ಪರಿಶಿಷ್ಟ ಪಂಗಡದ ಅಭ್ಯರ್ಥಿಗಳಿಗೆ ಪ್ರವಾಸೋದ್ಯಮ, ಆತಿಥ್ಯ ಕ್ಷೇತ್ರದಲ್ಲಿ ಕೌಶಲ್ಯಾಭಿವೃದ್ಧಿ ಉಚಿತ ತರಬೇತಿ ಕಾರ್ಯಕ್ರಮ ಆಯೋಜಿಸಲಾಗಿದೆ. ಪರಿಶಿಷ್ಟ ಜಾತಿಗೆ ಸೇರಿದ 292 ಅಭ್ಯರ್ಥಿಗಳಿಗೆ ಹಾಗೂ ಪರಿಶಿಷ್ಟ ಪಂಗಡಕ್ಕೆ ಸೇರಿದ 162 ಅಭ್ಯರ್ಥಿಗಳಿಗೆ ಫುಡ್ ಪ್ರೊಡಕ್ಷನ್, ಫುಡ್ ಅಂಡ್ ಬೆವರೇಜ್, ಹೌಸ್ ಕೀಪಿಂಗ್, ಫ್ರಂಟ್ ಆಫೀಸ್ ವಿಭಾಗಗಳಲ್ಲಿ ತರಬೇತಿ ನೀಡಲಾಗುತ್ತದೆ. ತರಬೇತಿ ಪಡೆಯಲು ಇಚ್ಛಿಸುವವರು ಎಸ್‌ಎಸ್‌ಎಲ್‌ಸಿ, ಪಿಯುಸಿ ಅಥವಾ ಪದವಿ ಉತ್ತೀರ್ಣರಾಗಿರಬೇಕು. ಆಸಕ್ತರು ಅರ್ಜಿಯೊಂದಿಗೆ ಆಧಾರ್, ರೇಷನ್ ಕಾರ್ಡ್, ಜಾತಿ ಪ್ರಮಾಣ ಪತ್ರ ಲಗತ್ತಿಸಬೇಕು. ಹೆಚ್ಚಿನ ಮಾಹಿತಿಗಾಗಿ ದೂ.ಸಂ:08192-230123 ನ್ನು ಸಂಪರ್ಕಿಸಬಹುದು ಎಂದು ಪ್ರವಾಸೋದ್ಯಮ ಇಲಾಖೆ ಪ್ರಕಟಣೆ ತಿಳಿಸಿದೆ.: [476, 591, 702, 654]
lead-body-col-3: ಲಕ್ಷ ಕೋಟಿ ರೂ. ಗಳ ಹಿನ್ನೆಲೆಯಲ್ಲಿ ಕೋವಿಡ್ ಸಮಯದಲ್ಲಿ ದೇಶವು ಹಲವು ಆರ್ಥಿಕ ಸವಾಲುಗಳನ್ನು ಎದುರಿಸಿತ್ತು. ಕೇಂದ್ರ ಸರ್ಕಾರ ಎಲ್ಲ ರಾಜ್ಯಗಳ ನೆರವಿಗೆ ಧಾವಿಸಿದೆ. ರೈಲ್ವೆ ಬಜೆಟ್ ನಲ್ಲಿ 2009-14 ರ ಅವಧಿಯಲ್ಲಿ 835 ಕೋಟಿ ರೂ. ನೀಡಲಾಗಿತ್ತು. 2014-24 ರಲ್ಲಿ 3,600 ಕೋಟಿ ರೂ. ನೀಡಲಾಗಿದೆ. 2023-24 ರಲ್ಲಿ 1,22,000 ಕೋಟಿ ರೂ. ಹೆಚ್ಚುವರಿ ನೀಡಲಾಗಿದೆ. 2013-2014 ರಲ್ಲಿ ರಕ್ಷಣಾ ವಲಯಕ್ಕೆ 73,000 ಕೋಟಿ ರೂ. ಅನುದಾನ ನೀಡಲಾಗಿತ್ತು. 2023-24 ರಲ್ಲಿ ಇದು ಶೇ 2.55 ಲಕ್ಷ ಕೋಟಿ ರೂ.ಗೆ ಏರಿದೆ. ಆಯುಷ್ಮಾನ್ ಭಾರತ್ ಯೋಜನೆಯಡಿ ಕರ್ನಾಟಕದಲ್ಲಿ ಲಕ್ಷಾಂತರ ಜನರಿಗೆ ಉಚಿತ ಚಿಕಿತ್ಸೆ ದೊರೆತಿದೆ. ಉತ್ಪಾದಕತೆಯಲ್ಲಿ ಶೇ 3.4% ಗೆ ಏರಿದೆ. 9 ಸಾವಿರ ಕೃಷಿ: [528, 241, 634, 368]
feature-byline: --ವೀಣಾ ಹೇಮಂತ್ ಗೌಡ ಪಾಟೀಲ್ ಮುಂಡರಗಿ ಗದಗ: [828, 1424, 938, 1431]
